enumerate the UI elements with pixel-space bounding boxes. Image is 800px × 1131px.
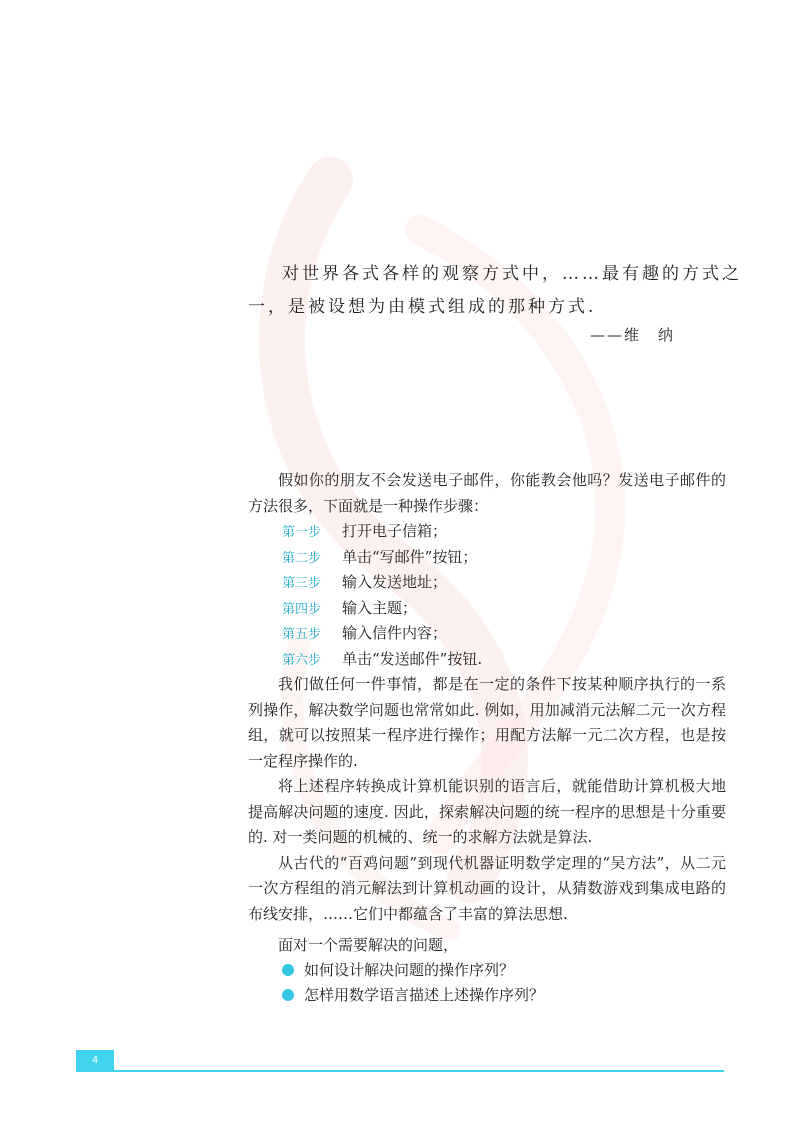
paragraph-algorithm-definition: 将上述程序转换成计算机能识别的语言后，就能借助计算机极大地提高解决问题的速度. 因此，探索解决问题的统一程序的思想是十分重要的. 对一类问题的机械的、统一的求解方法就是算法. (248, 777, 726, 846)
step-text: 单击“发送邮件”按钮. (342, 649, 483, 668)
list-item (282, 983, 726, 1008)
question-text: 怎样用数学语言描述上述操作序列？ (304, 986, 545, 1004)
question-text: 如何设计解决问题的操作序列？ (304, 961, 515, 979)
paragraph-procedures: 我们做任何一件事情，都是在一定的条件下按某种顺序执行的一系列操作，解决数学问题也常常如此. 例如，用加减消元法解二元一次方程组，就可以按照某一程序进行操作；用配方法解一元二次方程，也是按一定程序操作的. (248, 675, 726, 770)
step-label: 第四步 (282, 601, 322, 617)
step-label: 第三步 (282, 576, 322, 591)
list-item (282, 570, 726, 596)
step-text: 输入发送地址； (342, 573, 448, 591)
questions-list (248, 958, 726, 1008)
questions-intro: 面对一个需要解决的问题， (278, 936, 459, 954)
step-text: 单击“写邮件”按钮； (342, 547, 478, 566)
step-text: 输入信件内容； (342, 624, 448, 642)
list-item (282, 647, 726, 673)
step-label: 第二步 (282, 550, 322, 566)
bullet-dot-icon (282, 989, 294, 1001)
intro-paragraph: 假如你的朋友不会发送电子邮件，你能教会他吗？发送电子邮件的方法很多，下面就是一种操作步骤： (248, 471, 726, 515)
list-item (282, 621, 726, 647)
epigraph-quote (248, 258, 742, 324)
step-label: 第五步 (282, 627, 322, 642)
page-number: 4 (91, 1055, 99, 1066)
quote-line-2: 一，是被设想为由模式组成的那种方式. (248, 297, 597, 317)
step-text: 输入主题； (342, 598, 418, 617)
bullet-dot-icon (282, 964, 294, 976)
quote-line-1: 对世界各式各样的观察方式中，……最有趣的方式之 (282, 264, 742, 284)
footer-rule (114, 1070, 724, 1072)
steps-list (248, 519, 726, 672)
list-item (282, 958, 726, 983)
paragraph-algorithm-examples: 从古代的“百鸡问题”到现代机器证明数学定理的“吴方法”，从二元一次方程组的消元解法到计算机动画的设计，从猜数游戏到集成电路的布线安排，……它们中都蕴含了丰富的算法思想. (248, 853, 726, 923)
step-text: 打开电子信箱； (342, 522, 448, 540)
list-item (282, 545, 726, 571)
questions-block (248, 933, 726, 1008)
main-text (248, 468, 726, 927)
list-item (282, 519, 726, 545)
quote-author: ——维 纳 (590, 326, 676, 344)
list-item (282, 596, 726, 622)
step-label: 第六步 (282, 652, 322, 668)
step-label: 第一步 (282, 525, 322, 540)
